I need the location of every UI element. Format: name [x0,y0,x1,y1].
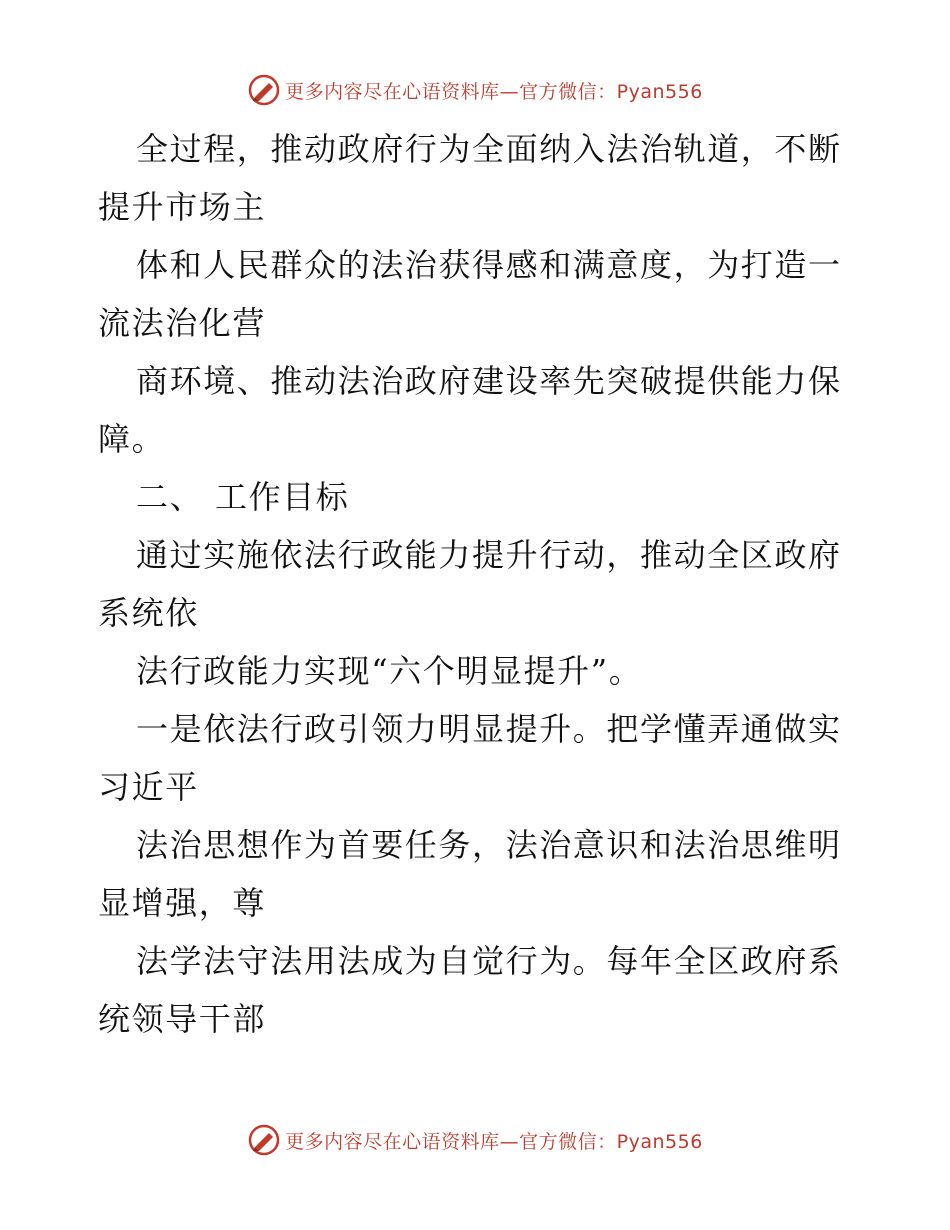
text-line: 法治思想作为首要任务，法治意识和法治思维明 [136,826,842,864]
text-line: 提升市场主 [98,188,267,226]
text-line: 统领导干部 [98,1000,267,1038]
text-line: 系统依 [98,594,199,632]
text-line: 流法治化营 [98,304,267,342]
text-line: 全过程，推动政府行为全面纳入法治轨道，不断 [136,130,842,168]
watermark-text: 更多内容尽在心语资料库—官方微信：Pyan556 [285,1130,703,1153]
text-line: 一是依法行政引领力明显提升。把学懂弄通做实 [136,710,842,748]
text-line: 通过实施依法行政能力提升行动，推动全区政府 [136,536,842,574]
text-line: 体和人民群众的法治获得感和满意度，为打造一 [136,246,842,284]
header-watermark-banner [0,70,950,110]
footer-watermark-banner [0,1120,950,1160]
section-heading: 二、 工作目标 [136,478,350,516]
text-line: 法学法守法用法成为自觉行为。每年全区政府系 [136,942,842,980]
text-line: 显增强，尊 [98,884,267,922]
pen-logo-icon [247,73,281,107]
watermark-text: 更多内容尽在心语资料库—官方微信：Pyan556 [285,80,703,103]
text-line: 习近平 [98,768,199,806]
pen-logo-icon [247,1123,281,1157]
text-line: 障。 [98,420,166,458]
text-line: 商环境、推动法治政府建设率先突破提供能力保 [136,362,842,400]
text-line: 法行政能力实现“六个明显提升”。 [136,652,643,690]
